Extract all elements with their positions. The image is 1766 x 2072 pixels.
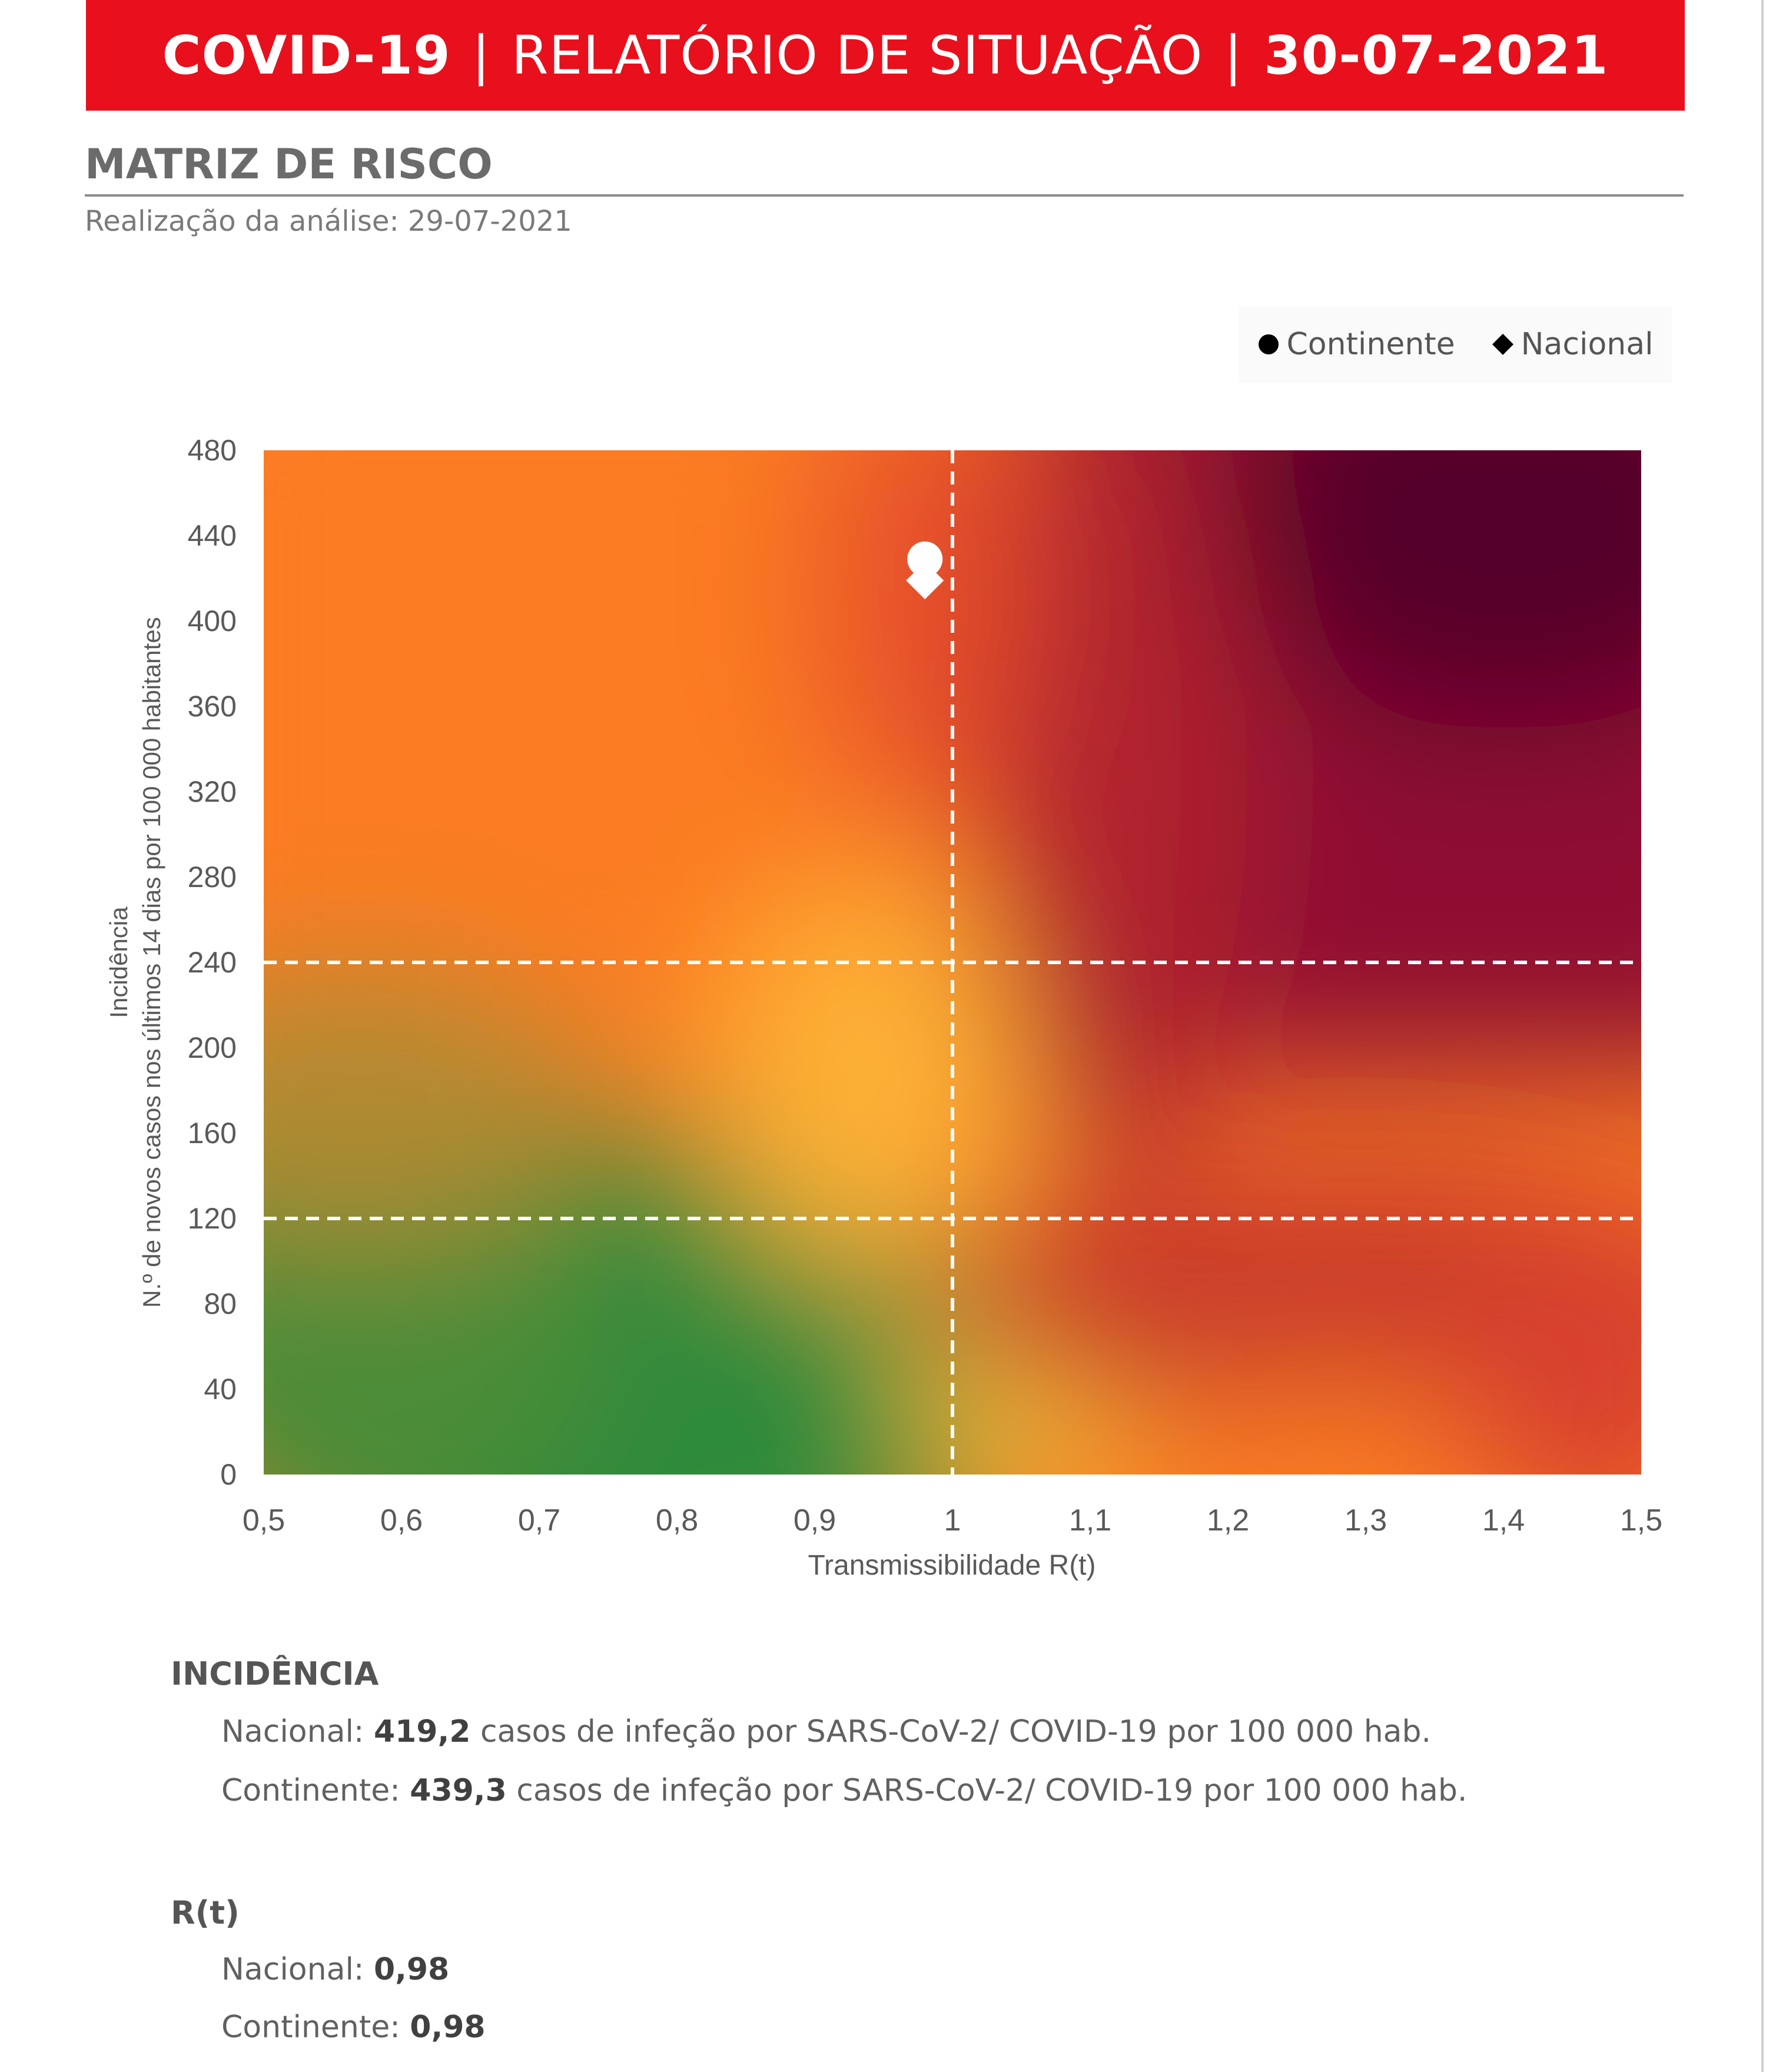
diamond-marker-icon — [1491, 332, 1515, 357]
incidencia-heading-text: INCIDÊNCIA — [171, 1655, 379, 1692]
x-tick-label: 1,5 — [1619, 1503, 1663, 1538]
circle-marker-icon — [1257, 333, 1280, 356]
y-tick-label: 160 — [187, 1117, 237, 1150]
header-report-date: 30-07-2021 — [1263, 24, 1609, 87]
section-divider — [85, 194, 1684, 197]
y-tick-label: 400 — [187, 605, 237, 637]
report-header-banner — [86, 0, 1685, 111]
y-axis-label — [105, 617, 165, 1307]
chart-legend — [1239, 306, 1672, 383]
y-tick-label: 80 — [204, 1287, 237, 1320]
y-tick-label: 360 — [187, 690, 237, 723]
y-tick-label: 320 — [187, 775, 237, 808]
incidencia-nacional-line — [221, 1714, 1431, 1749]
x-tick-label: 1,2 — [1206, 1503, 1250, 1538]
header-title-covid: COVID-19 — [162, 24, 451, 87]
incidencia-continente-label: Continente: — [221, 1773, 410, 1808]
header-separator-1: | — [472, 24, 491, 87]
section-title: MATRIZ DE RISCO — [85, 140, 493, 188]
x-tick-label: 0,5 — [242, 1503, 286, 1538]
x-tick-label: 1 — [944, 1503, 961, 1538]
incidencia-continente-line — [221, 1773, 1467, 1808]
y-tick-label: 120 — [187, 1202, 237, 1235]
x-tick-label: 1,4 — [1482, 1503, 1525, 1538]
y-tick-label: 0 — [220, 1458, 237, 1491]
rt-continente-value: 0,98 — [410, 2010, 486, 2045]
header-title-report: RELATÓRIO DE SITUAÇÃO — [512, 24, 1203, 87]
incidencia-nacional-value: 419,2 — [373, 1714, 471, 1749]
incidencia-continente-value: 439,3 — [410, 1773, 507, 1808]
x-tick-label: 0,7 — [517, 1503, 561, 1538]
y-tick-label: 40 — [204, 1373, 237, 1406]
incidencia-nacional-text: casos de infeção por SARS-CoV-2/ COVID-19 por 100 000 hab. — [470, 1714, 1432, 1749]
y-axis-label-line1: Incidência — [105, 906, 132, 1018]
incidencia-nacional-label: Nacional: — [221, 1714, 374, 1749]
rt-nacional-line — [221, 1952, 449, 1987]
rt-nacional-label: Nacional: — [221, 1952, 374, 1987]
y-tick-label: 440 — [187, 519, 237, 552]
x-axis — [243, 1503, 1662, 1538]
risk-matrix-chart — [0, 412, 1766, 1619]
y-axis-label-line2: N.º de novos casos nos últimos 14 dias por 100 000 habitantes — [138, 617, 165, 1308]
legend-item-nacional — [1491, 327, 1654, 362]
rt-nacional-value: 0,98 — [373, 1952, 450, 1987]
y-tick-label: 240 — [187, 946, 237, 979]
x-tick-label: 1,3 — [1344, 1503, 1387, 1538]
heatmap-background — [106, 412, 1766, 1619]
y-tick-label: 280 — [187, 861, 237, 894]
legend-item-continente — [1257, 327, 1455, 362]
rt-heading — [171, 1894, 240, 1931]
incidencia-continente-text: casos de infeção por SARS-CoV-2/ COVID-19 por 100 000 hab. — [506, 1773, 1468, 1808]
legend-label-nacional: Nacional — [1521, 327, 1654, 362]
rt-continente-line — [221, 2010, 486, 2045]
rt-continente-label: Continente: — [221, 2010, 410, 2045]
x-tick-label: 0,9 — [793, 1503, 836, 1538]
x-tick-label: 0,6 — [380, 1503, 423, 1538]
y-tick-label: 200 — [187, 1031, 237, 1064]
legend-label-continente: Continente — [1286, 327, 1455, 362]
x-axis-label: Transmissibilidade R(t) — [808, 1550, 1096, 1581]
y-axis — [188, 434, 237, 1491]
x-tick-label: 0,8 — [655, 1503, 699, 1538]
header-separator-2: | — [1224, 24, 1243, 87]
incidencia-heading — [171, 1655, 379, 1692]
analysis-date: Realização da análise: 29-07-2021 — [85, 205, 572, 238]
y-tick-label: 480 — [187, 434, 237, 467]
x-tick-label: 1,1 — [1068, 1503, 1112, 1538]
rt-heading-text: R(t) — [171, 1894, 240, 1931]
